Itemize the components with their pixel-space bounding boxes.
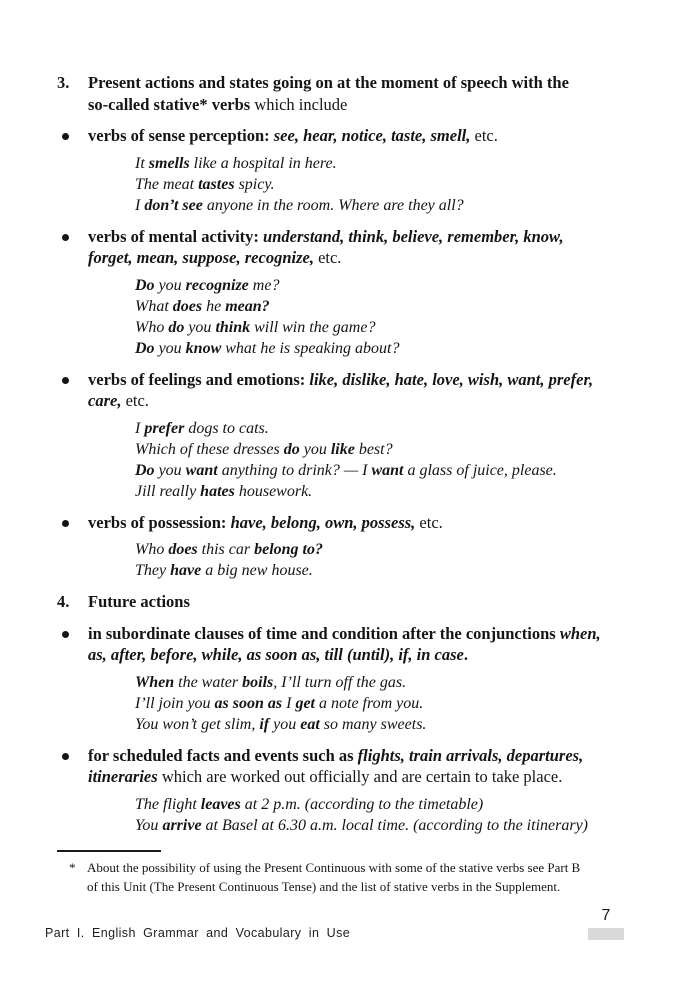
text-run: forget, mean, suppose, recognize, [88,248,314,267]
text-run: as soon as [214,694,283,712]
text-run: if [259,715,270,733]
text-run: I [135,419,145,437]
text-run: a big new house. [201,562,313,579]
text-line [88,623,652,645]
text-line [88,766,652,788]
example-line [135,460,652,481]
example-line [135,815,652,836]
text-run: itineraries [88,767,158,786]
text-run: etc. [470,126,498,145]
text-run: Who [135,541,169,558]
text-line [88,745,652,767]
text-run: when, [559,623,601,643]
bullet-feelings-emotions [57,369,652,412]
text-run: etc. [121,391,149,410]
text-run: Do [135,276,155,294]
example-line [135,418,652,439]
text-run: The flight [135,795,201,813]
text-run: verbs of possession: [88,512,231,532]
text-run: care, [88,391,122,410]
text-run: he [202,297,226,315]
text-run: flights, train arrivals, departures, [357,745,584,765]
text-run: eat [300,715,320,733]
text-run: anyone in the room. Where are they all? [202,196,464,214]
text-run: you [154,461,186,479]
text-run: belong to? [254,541,323,558]
text-run: you [184,318,216,336]
page-number: 7 [601,907,611,924]
text-run: does [172,297,203,315]
bullet-icon [57,512,88,534]
text-run: which include [254,94,348,114]
footnote-line: About the possibility of using the Present Continuous with some of the stative verbs see Part B [87,860,581,875]
text-run: It [135,154,149,172]
examples-mental-activity [135,275,652,359]
text-run: Who [135,318,169,336]
item-text [88,125,652,147]
text-run: have [170,562,202,579]
examples-possession [135,539,652,581]
text-run: leaves [200,795,241,813]
item-text [88,226,652,269]
running-footer: Part I. English Grammar and Vocabulary in Use [45,926,351,940]
bullet-icon [57,369,88,412]
text-run: I’ll join you [135,694,215,712]
example-line [135,338,652,359]
text-run: They [135,562,171,579]
text-run: The meat [135,175,199,193]
text-run: a note from you. [315,694,424,712]
bullet-subordinate-clauses [57,623,652,666]
text-run: mean? [225,297,270,315]
text-line [88,369,652,391]
item-text [88,512,652,534]
text-run: know [185,339,222,357]
text-run: I [282,694,296,712]
item-number: 3. [57,73,70,92]
text-run: Jill really [135,482,201,500]
examples-feelings-emotions [135,418,652,502]
text-run: I [135,196,145,214]
bullet-icon [57,226,88,269]
example-line [135,672,652,693]
text-run: so-called stative* verbs [88,94,255,114]
example-line [135,560,652,581]
bullet-icon [57,125,88,147]
text-run: does [168,541,198,558]
text-run: me? [248,276,280,294]
text-run: etc. [415,512,443,532]
text-run: think [215,318,251,336]
text-line [88,226,652,248]
text-run: you [154,339,186,357]
text-run: When [135,673,175,691]
text-line [88,94,652,116]
bullet-dot-icon [62,234,69,241]
text-line [88,644,652,666]
example-line [135,195,652,216]
text-run: recognize [185,276,249,294]
text-run: verbs of feelings and emotions: [88,369,310,389]
text-run: don’t see [144,196,203,214]
text-run: understand, think, believe, remember, know, [263,226,564,246]
example-line [135,439,652,460]
item-3-present-actions [57,72,652,115]
text-run: dogs to cats. [184,419,269,437]
bullet-mental-activity [57,226,652,269]
text-run: so many sweets. [319,715,427,733]
text-run: arrive [162,816,202,834]
item-text [88,369,652,412]
item-text [88,591,652,613]
text-run: tastes [198,175,235,193]
text-run: like [330,440,355,458]
text-run: What [135,297,173,315]
text-run: anything to drink? — I [217,461,372,479]
text-run: the water [174,673,243,691]
bullet-scheduled-facts [57,745,652,788]
text-run: have, belong, own, possess, [230,512,416,532]
text-run: You won’t get slim, [135,715,260,733]
example-line [135,693,652,714]
text-run: smells [148,154,190,172]
example-line [135,153,652,174]
text-line [88,125,652,147]
text-run: in subordinate clauses of time and condition after the conjunctions [88,623,560,643]
text-run: this car [197,541,255,558]
text-run: like a hospital in here. [189,154,337,172]
text-run: housework. [234,482,313,500]
text-run: you [299,440,331,458]
text-run: do [283,440,300,458]
examples-scheduled-facts [135,794,652,836]
examples-subordinate-clauses [135,672,652,735]
text-run: You [135,816,163,834]
item-text [88,745,652,788]
text-run: Future actions [88,592,190,611]
example-line [135,317,652,338]
text-run: , I’ll turn off the gas. [273,673,407,691]
text-run: hates [200,482,235,500]
text-run: Present actions and states going on at the moment of speech with the [88,73,569,92]
text-run: want [185,461,218,479]
text-run: see, hear, notice, taste, smell, [273,126,471,145]
text-run: verbs of mental activity: [88,226,264,246]
text-run: Do [135,339,155,357]
text-line [88,390,652,412]
page-number-block [588,906,624,940]
page-content [57,62,652,838]
example-line [135,275,652,296]
bullet-dot-icon [62,133,69,140]
bullet-sense-perception [57,125,652,147]
text-run: Which of these dresses [135,440,284,458]
text-run: want [371,461,404,479]
text-run: will win the game? [250,318,376,336]
example-line [135,794,652,815]
bullet-dot-icon [62,753,69,760]
item-text [88,72,652,115]
text-run: which are worked out officially and are certain to take place. [157,767,563,786]
text-run: do [168,318,185,336]
text-run: Do [135,461,155,479]
text-run: you [154,276,186,294]
footnote-marker: * [69,860,76,875]
text-run: for scheduled facts and events such as [88,745,358,765]
footnote-line: of this Unit (The Present Continuous Tense) and the list of stative verbs in the Supplement. [87,878,561,894]
text-run: what he is speaking about? [221,339,400,357]
text-run: a glass of juice, please. [403,461,557,479]
item-text [88,623,652,666]
text-line [88,72,652,94]
footnote-rule [57,850,161,852]
text-run: like, dislike, hate, love, wish, want, prefer, [309,369,594,389]
text-run: as, after, before, while, as soon as, till (until), if, in case [88,645,464,664]
text-run: prefer [144,419,185,437]
text-run: . [463,645,468,664]
text-run: at 2 p.m. (according to the timetable) [240,795,484,813]
text-run: boils [242,673,274,691]
footnote [57,850,645,896]
bullet-dot-icon [62,631,69,638]
example-line [135,714,652,735]
page-number-tab [588,928,624,940]
bullet-dot-icon [62,520,69,527]
example-line [135,481,652,502]
text-line [88,512,652,534]
bullet-dot-icon [62,377,69,384]
examples-sense-perception [135,153,652,216]
text-run: verbs of sense perception: [88,126,274,145]
text-run: you [269,715,301,733]
item-4-future-actions [57,591,652,613]
text-run: at Basel at 6.30 a.m. local time. (according to the itinerary) [201,816,588,834]
text-run: get [295,694,315,712]
example-line [135,174,652,195]
item-number: 4. [57,592,70,611]
example-line [135,539,652,560]
text-run: best? [354,440,393,458]
text-run: etc. [313,248,342,267]
text-line [88,591,652,613]
bullet-possession [57,512,652,534]
text-line [88,247,652,269]
text-run: spicy. [234,175,275,193]
example-line [135,296,652,317]
bullet-icon [57,745,88,788]
bullet-icon [57,623,88,666]
